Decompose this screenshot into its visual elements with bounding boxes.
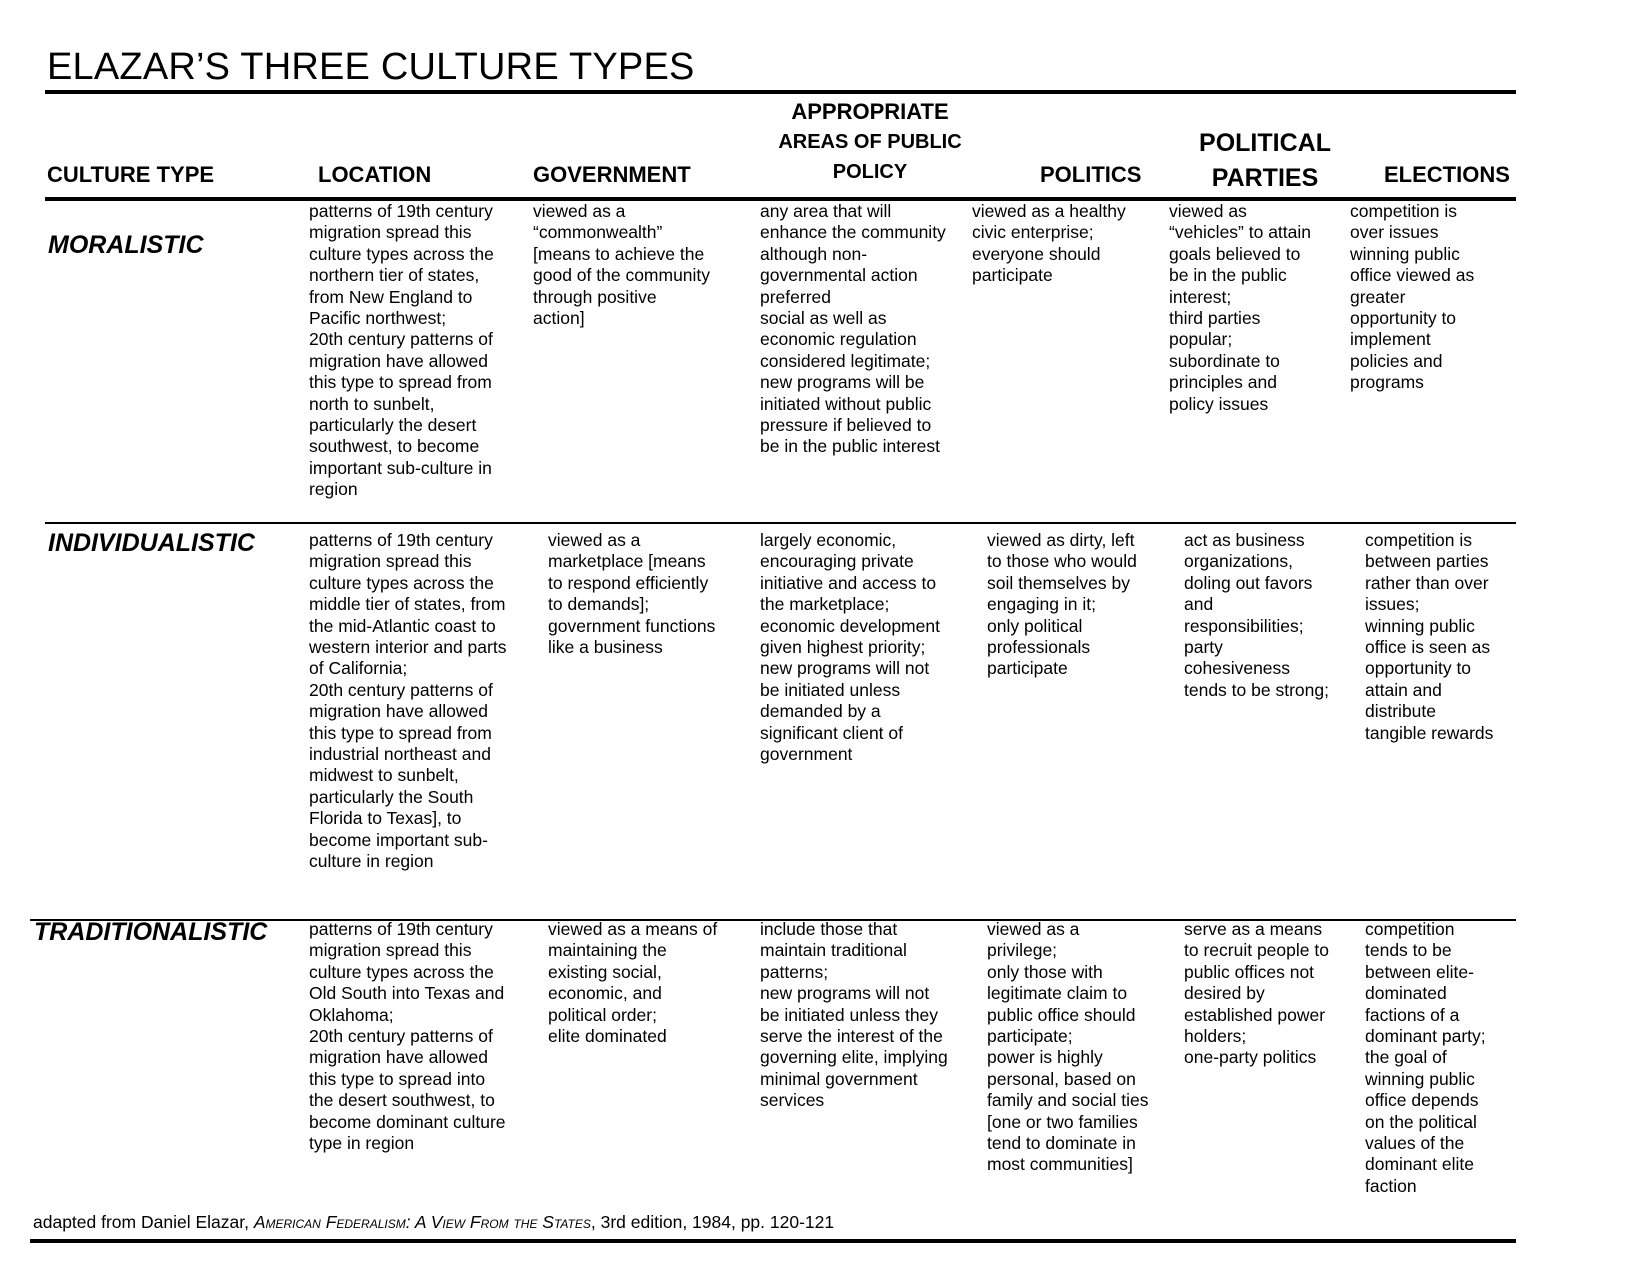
text-line: migration have allowed (309, 350, 488, 371)
text-line: most communities] (987, 1154, 1133, 1175)
text-line: winning public (1365, 615, 1475, 636)
text-line: viewed as a (548, 530, 641, 550)
text-line: encouraging private (760, 551, 914, 572)
text-line: patterns of 19th century (309, 530, 493, 550)
text-line: opportunity to (1350, 308, 1457, 329)
text-line: viewed as a (987, 919, 1080, 939)
text-line: interest; (1169, 286, 1232, 307)
text-line: of California; (309, 658, 408, 679)
text-line: migration spread this (309, 940, 472, 961)
text-line: this type to spread into (309, 1068, 486, 1089)
text-line: enhance the community (760, 222, 946, 243)
text-line: governing elite, implying (760, 1047, 948, 1068)
text-line: significant client of (760, 722, 903, 743)
moralistic-politics (972, 201, 1126, 287)
text-line: only political (987, 615, 1083, 636)
citation-prefix: adapted from Daniel Elazar, (33, 1212, 254, 1232)
text-line: culture types across the (309, 243, 494, 264)
text-line: be initiated unless (760, 679, 901, 700)
text-line: western interior and parts (309, 637, 507, 658)
text-line: programs (1350, 372, 1424, 393)
traditionalistic-parties (1184, 919, 1329, 1069)
text-line: any area that will (760, 201, 892, 221)
text-line: the marketplace; (760, 594, 890, 615)
text-line: policy issues (1169, 393, 1269, 414)
text-line: values of the (1365, 1133, 1465, 1154)
text-line: patterns of 19th century (309, 919, 493, 939)
text-line: party (1184, 637, 1223, 658)
text-line: cohesiveness (1184, 658, 1291, 679)
text-line: southwest, to become (309, 436, 480, 457)
text-line: become important sub- (309, 829, 488, 850)
traditionalistic-location (309, 919, 506, 1154)
text-line: dominant elite (1365, 1154, 1474, 1175)
text-line: “vehicles” to attain (1169, 222, 1312, 243)
text-line: economic development (760, 615, 940, 636)
text-line: tends to be strong; (1184, 679, 1329, 700)
individualistic-policy (760, 530, 940, 765)
text-line: political order; (548, 1004, 657, 1025)
text-line: 20th century patterns of (309, 329, 493, 350)
text-line: region (309, 479, 358, 500)
text-line: office depends (1365, 1090, 1479, 1111)
text-line: marketplace [means (548, 551, 706, 572)
text-line: viewed as (1169, 201, 1247, 221)
text-line: existing social, (548, 961, 662, 982)
text-line: northern tier of states, (309, 265, 480, 286)
individualistic-government (548, 530, 715, 658)
title-rule (45, 90, 1516, 94)
text-line: culture in region (309, 851, 434, 872)
text-line: organizations, (1184, 551, 1293, 572)
text-line: be in the public interest (760, 436, 940, 457)
moralistic-parties (1169, 201, 1311, 415)
text-line: everyone should (972, 243, 1101, 264)
text-line: policies and (1350, 350, 1443, 371)
header-location: LOCATION (318, 162, 432, 187)
text-line: tangible rewards (1365, 722, 1494, 743)
text-line: winning public (1365, 1068, 1475, 1089)
text-line: [means to achieve the (533, 243, 705, 264)
text-line: important sub-culture in (309, 457, 492, 478)
header-elections: ELECTIONS (1384, 162, 1510, 187)
text-line: pressure if believed to (760, 415, 932, 436)
text-line: governmental action (760, 265, 918, 286)
text-line: this type to spread from (309, 722, 492, 743)
text-line: power is highly (987, 1047, 1103, 1068)
text-line: although non- (760, 243, 868, 264)
source-citation (33, 1211, 834, 1233)
text-line: good of the community (533, 265, 711, 286)
text-line: new programs will not (760, 983, 930, 1004)
text-line: action] (533, 308, 585, 329)
text-line: social as well as (760, 308, 887, 329)
text-line: distribute (1365, 701, 1437, 722)
text-line: tend to dominate in (987, 1133, 1136, 1154)
text-line: serve as a means (1184, 919, 1323, 939)
text-line: established power (1184, 1004, 1326, 1025)
text-line: north to sunbelt, (309, 393, 435, 414)
text-line: patterns; (760, 961, 829, 982)
text-line: dominant party; (1365, 1026, 1486, 1047)
text-line: only those with (987, 961, 1103, 982)
text-line: engaging in it; (987, 594, 1096, 615)
moralistic-elections (1350, 201, 1474, 394)
text-line: competition is (1350, 201, 1457, 221)
text-line: maintain traditional (760, 940, 907, 961)
text-line: preferred (760, 286, 832, 307)
text-line: migration have allowed (309, 1047, 488, 1068)
text-line: civic enterprise; (972, 222, 1094, 243)
header-policy-line-1: APPROPRIATE (791, 99, 949, 124)
page-title: ELAZAR’S THREE CULTURE TYPES (47, 46, 695, 88)
text-line: and (1184, 594, 1214, 615)
individualistic-politics (987, 530, 1137, 680)
text-line: serve the interest of the (760, 1026, 943, 1047)
moralistic-policy (760, 201, 946, 458)
text-line: considered legitimate; (760, 350, 931, 371)
text-line: the goal of (1365, 1047, 1447, 1068)
text-line: become dominant culture (309, 1111, 506, 1132)
individualistic-parties (1184, 530, 1329, 701)
text-line: “commonwealth” (533, 222, 663, 243)
text-line: attain and (1365, 679, 1442, 700)
text-line: to those who would (987, 551, 1137, 572)
text-line: to recruit people to (1184, 940, 1329, 961)
text-line: through positive (533, 286, 657, 307)
text-line: viewed as dirty, left (987, 530, 1135, 550)
text-line: migration spread this (309, 551, 472, 572)
row-label-individualistic: INDIVIDUALISTIC (48, 529, 255, 557)
text-line: viewed as a healthy (972, 201, 1126, 221)
text-line: viewed as a (533, 201, 626, 221)
text-line: holders; (1184, 1026, 1247, 1047)
text-line: the mid-Atlantic coast to (309, 615, 496, 636)
text-line: family and social ties (987, 1090, 1149, 1111)
text-line: issues; (1365, 594, 1420, 615)
text-line: 20th century patterns of (309, 679, 493, 700)
individualistic-elections (1365, 530, 1493, 744)
text-line: one-party politics (1184, 1047, 1317, 1068)
moralistic-location (309, 201, 494, 501)
header-policy (760, 97, 980, 187)
header-politics: POLITICS (1040, 162, 1142, 187)
text-line: from New England to (309, 286, 473, 307)
text-line: viewed as a means of (548, 919, 718, 939)
text-line: opportunity to (1365, 658, 1472, 679)
text-line: participate (972, 265, 1053, 286)
text-line: minimal government (760, 1068, 918, 1089)
text-line: be initiated unless they (760, 1004, 939, 1025)
text-line: legitimate claim to (987, 983, 1128, 1004)
traditionalistic-elections (1365, 919, 1486, 1197)
text-line: include those that (760, 919, 898, 939)
text-line: implement (1350, 329, 1431, 350)
header-parties (1190, 126, 1340, 196)
text-line: culture types across the (309, 961, 494, 982)
citation-suffix: , 3rd edition, 1984, pp. 120-121 (590, 1212, 835, 1232)
header-policy-line-2: AREAS OF PUBLIC (778, 131, 962, 153)
traditionalistic-policy (760, 919, 948, 1112)
text-line: responsibilities; (1184, 615, 1304, 636)
text-line: largely economic, (760, 530, 897, 550)
text-line: services (760, 1090, 825, 1111)
header-government: GOVERNMENT (533, 162, 691, 187)
text-line: like a business (548, 637, 663, 658)
traditionalistic-government (548, 919, 717, 1047)
text-line: rather than over (1365, 572, 1489, 593)
header-culture-type: CULTURE TYPE (47, 162, 215, 187)
text-line: act as business (1184, 530, 1305, 550)
text-line: initiated without public (760, 393, 932, 414)
text-line: elite dominated (548, 1026, 667, 1047)
text-line: between parties (1365, 551, 1489, 572)
text-line: between elite- (1365, 961, 1474, 982)
header-policy-line-3: POLICY (832, 161, 908, 183)
text-line: government (760, 744, 853, 765)
text-line: Oklahoma; (309, 1004, 394, 1025)
text-line: soil themselves by (987, 572, 1130, 593)
text-line: new programs will be (760, 372, 925, 393)
text-line: economic, and (548, 983, 662, 1004)
text-line: on the political (1365, 1111, 1477, 1132)
footer-rule (30, 1239, 1516, 1243)
text-line: popular; (1169, 329, 1233, 350)
text-line: Old South into Texas and (309, 983, 505, 1004)
text-line: the desert southwest, to (309, 1090, 495, 1111)
text-line: be in the public (1169, 265, 1287, 286)
text-line: tends to be (1365, 940, 1452, 961)
traditionalistic-politics (987, 919, 1148, 1176)
text-line: desired by (1184, 983, 1265, 1004)
text-line: winning public (1350, 243, 1460, 264)
header-parties-line-1: POLITICAL (1199, 129, 1331, 157)
row-divider-1 (45, 522, 1516, 524)
text-line: goals believed to (1169, 243, 1301, 264)
text-line: public offices not (1184, 961, 1315, 982)
moralistic-government (533, 201, 710, 329)
header-parties-line-2: PARTIES (1211, 164, 1319, 192)
text-line: given highest priority; (760, 637, 926, 658)
text-line: Pacific northwest; (309, 308, 447, 329)
text-line: migration spread this (309, 222, 472, 243)
text-line: privilege; (987, 940, 1058, 961)
text-line: factions of a (1365, 1004, 1460, 1025)
text-line: new programs will not (760, 658, 930, 679)
text-line: public office should (987, 1004, 1136, 1025)
text-line: type in region (309, 1133, 415, 1154)
text-line: third parties (1169, 308, 1261, 329)
text-line: participate (987, 658, 1068, 679)
text-line: greater (1350, 286, 1406, 307)
text-line: middle tier of states, from (309, 594, 506, 615)
text-line: faction (1365, 1175, 1417, 1196)
text-line: particularly the South (309, 786, 474, 807)
text-line: Florida to Texas], to (309, 808, 462, 829)
text-line: government functions (548, 615, 716, 636)
text-line: doling out favors (1184, 572, 1313, 593)
text-line: competition is (1365, 530, 1472, 550)
text-line: to respond efficiently (548, 572, 709, 593)
text-line: competition (1365, 919, 1455, 939)
text-line: initiative and access to (760, 572, 937, 593)
text-line: office viewed as (1350, 265, 1475, 286)
row-label-moralistic: MORALISTIC (48, 231, 204, 259)
text-line: [one or two families (987, 1111, 1138, 1132)
text-line: patterns of 19th century (309, 201, 493, 221)
text-line: participate; (987, 1026, 1073, 1047)
text-line: this type to spread from (309, 372, 492, 393)
text-line: maintaining the (548, 940, 667, 961)
text-line: professionals (987, 637, 1091, 658)
text-line: over issues (1350, 222, 1439, 243)
text-line: dominated (1365, 983, 1447, 1004)
text-line: culture types across the (309, 572, 494, 593)
text-line: subordinate to (1169, 350, 1280, 371)
text-line: principles and (1169, 372, 1277, 393)
text-line: personal, based on (987, 1068, 1136, 1089)
text-line: to demands]; (548, 594, 650, 615)
row-label-traditionalistic: TRADITIONALISTIC (34, 918, 268, 946)
text-line: 20th century patterns of (309, 1026, 493, 1047)
text-line: particularly the desert (309, 415, 477, 436)
text-line: midwest to sunbelt, (309, 765, 459, 786)
text-line: office is seen as (1365, 637, 1491, 658)
individualistic-location (309, 530, 506, 873)
text-line: demanded by a (760, 701, 881, 722)
text-line: industrial northeast and (309, 744, 491, 765)
text-line: economic regulation (760, 329, 917, 350)
text-line: migration have allowed (309, 701, 488, 722)
citation-book-title: American Federalism: A View From the States (253, 1212, 591, 1232)
